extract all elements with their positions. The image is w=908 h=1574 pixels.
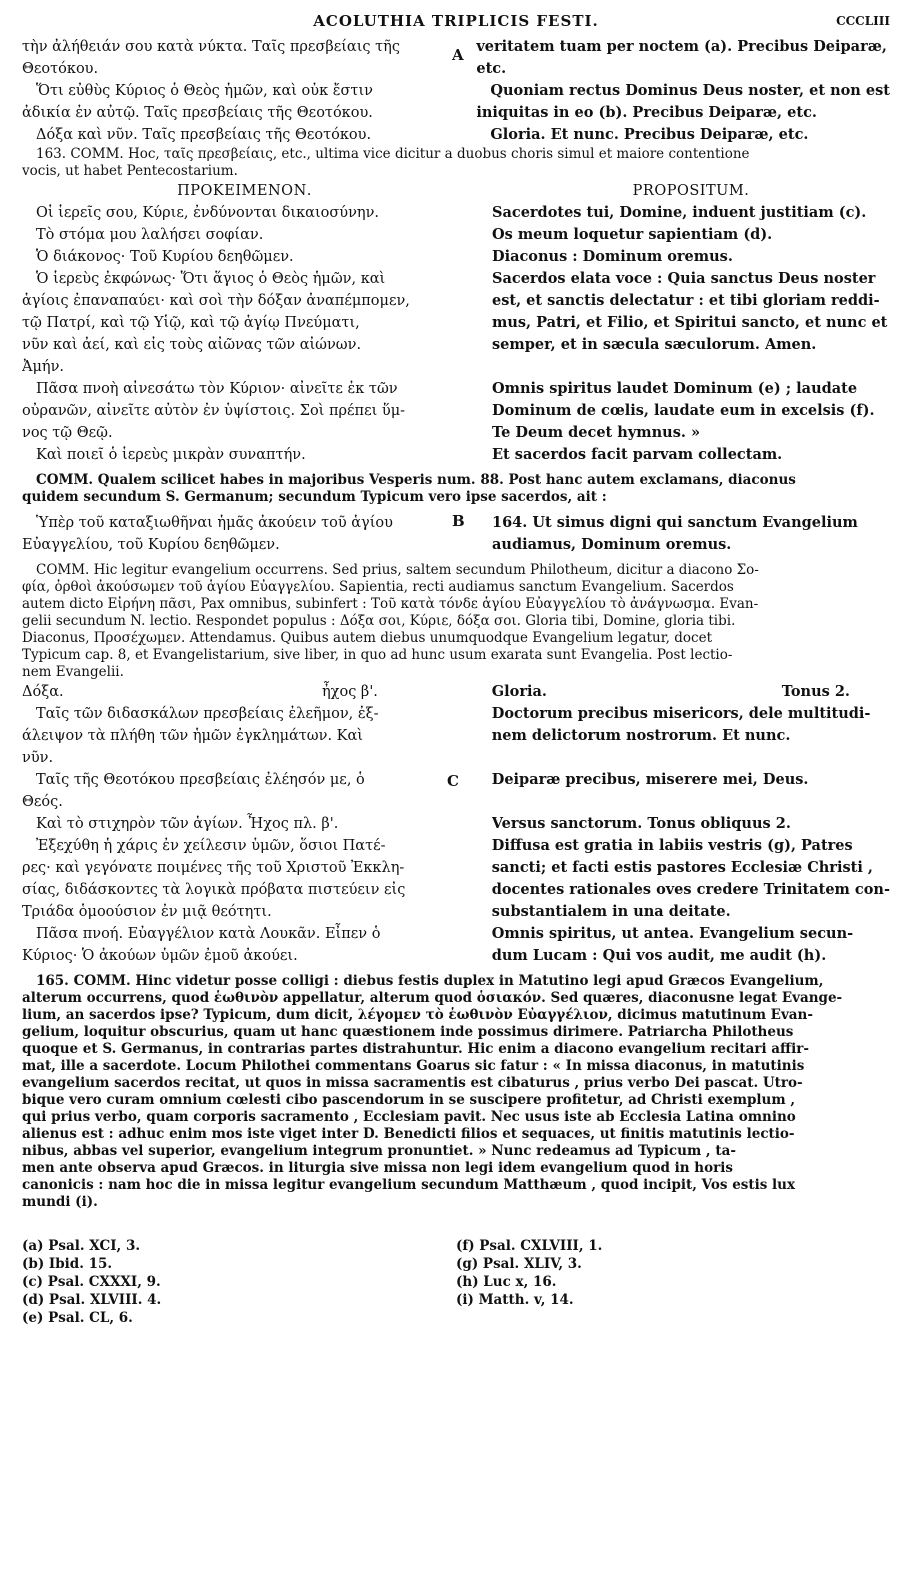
running-title: ACOLUTHIA TRIPLICIS FESTI. <box>313 12 599 30</box>
greek-line: Ὁ διάκονος· Τοῦ Κυρίου δεηθῶμεν. <box>36 249 294 265</box>
commentary-line: mundi (i). <box>22 1194 98 1210</box>
parallel-block-4 <box>22 681 890 967</box>
greek-line: ἀδικία ἐν αὐτῷ. Ταῖς πρεσβείαις τῆς Θεοτόκου. <box>22 105 373 121</box>
greek-line: Ὁ ἱερεὺς ἐκφώνως· Ὅτι ἅγιος ὁ Θεὸς ἡμῶν, καὶ <box>36 271 386 287</box>
greek-line: Πᾶσα πνοὴ αἰνεσάτω τὸν Κύριον· αἰνεῖτε ἐκ τῶν <box>36 381 398 397</box>
greek-line: Τριάδα ὁμοούσιον ἐν μιᾷ θεότητι. <box>22 904 272 920</box>
latin-line: etc. <box>476 60 507 77</box>
latin-heading-line <box>492 681 890 703</box>
latin-line: iniquitas in eo (b). Precibus Deiparæ, etc. <box>476 104 817 121</box>
commentary-line: Typicum cap. 8, et Evangelistarium, sive liber, in quo ad hunc usum exarata sunt Evangelia. Post lectio- <box>22 647 733 663</box>
latin-line: Gloria. Et nunc. Precibus Deiparæ, etc. <box>490 126 809 143</box>
latin-line: Doctorum precibus misericors, dele multitudi- <box>491 705 871 722</box>
greek-line: Κύριος· Ὁ ἀκούων ὑμῶν ἐμοῦ ἀκούει. <box>22 948 298 964</box>
greek-line: Ὅτι εὐθὺς Κύριος ὁ Θεὸς ἡμῶν, καὶ οὐκ ἔστιν <box>36 83 373 99</box>
commentary-line: canonicis : nam hoc die in missa legitur evangelium secundum Matthæum , quod incipit, Vos estis lux <box>22 1177 796 1193</box>
commentary-line: qui prius verbo, quam corporis sacramento , Ecclesiam pavit. Nec usus iste ab Ecclesia Latina omnino <box>22 1109 796 1125</box>
footnote: (f) Psal. CXLVIII, 1. <box>456 1238 603 1254</box>
commentary-line: 165. COMM. Hinc videtur posse colligi : diebus festis duplex in Matutino legi apud Græcos Evangelium, <box>36 973 824 989</box>
page <box>22 8 890 1327</box>
greek-line: Οἱ ἱερεῖς σου, Κύριε, ἐνδύνονται δικαιοσύνην. <box>36 205 380 221</box>
commentary-line: 163. COMM. Hoc, ταῖς πρεσβείαις, etc., ultima vice dicitur a duobus choris simul et maiore contentione <box>36 146 750 162</box>
latin-line: dum Lucam : Qui vos audit, me audit (h). <box>491 947 827 964</box>
latin-line: est, et sanctis delectatur : et tibi gloriam reddi- <box>492 292 880 309</box>
running-header <box>22 8 890 36</box>
greek-column <box>22 36 451 146</box>
latin-line: nem delictorum nostrorum. Et nunc. <box>491 727 791 744</box>
greek-doxa: Δόξα. <box>22 684 64 700</box>
greek-line: Καὶ τὸ στιχηρὸν τῶν ἁγίων. Ἦχος πλ. β'. <box>36 816 339 832</box>
greek-line: ἁγίοις ἐπαναπαύει· καὶ σοὶ τὴν δόξαν ἀναπέμπομεν, <box>22 293 410 309</box>
commentary-line: COMM. Qualem scilicet habes in majoribus Vesperis num. 88. Post hanc autem exclamans, diaconus <box>36 472 796 488</box>
footnotes-left <box>22 1237 456 1327</box>
footnote: (e) Psal. CL, 6. <box>22 1310 133 1326</box>
latin-line: Deiparæ precibus, miserere mei, Deus. <box>491 771 809 788</box>
commentary-163 <box>22 146 890 180</box>
commentary-line: gelii secundum N. lectio. Respondet populus : Δόξα σοι, Κύριε, δόξα σοι. Gloria tibi, Domine, gloria tibi. <box>22 613 736 629</box>
latin-line: Omnis spiritus, ut antea. Evangelium secun- <box>491 925 854 942</box>
greek-column <box>22 512 467 556</box>
commentary-qualem <box>22 472 890 506</box>
greek-line: ρες· καὶ γεγόνατε ποιμένες τῆς τοῦ Χριστοῦ Ἐκκλη- <box>22 860 405 876</box>
footnotes <box>22 1237 890 1327</box>
latin-line: semper, et in sæcula sæculorum. Amen. <box>492 336 817 353</box>
parallel-block-2 <box>22 202 890 466</box>
commentary-hic <box>22 562 890 681</box>
margin-letter-b: B <box>452 512 465 530</box>
latin-line <box>492 791 890 813</box>
greek-line: Καὶ ποιεῖ ὁ ἱερεὺς μικρὰν συναπτήν. <box>36 447 306 463</box>
page-number: CCCLIII <box>836 14 890 28</box>
commentary-line: men ante observa apud Græcos. in liturgia sive missa non legi idem evangelium quod in horis <box>22 1160 733 1176</box>
latin-line: docentes rationales oves credere Trinitatem con- <box>491 881 890 898</box>
latin-line: 164. Ut simus digni qui sanctum Evangelium <box>492 514 858 531</box>
greek-line: τῷ Πατρί, καὶ τῷ Υἱῷ, καὶ τῷ ἁγίῳ Πνεύματι, <box>22 315 360 331</box>
footnote: (d) Psal. XLVIII. 4. <box>22 1292 162 1308</box>
latin-line: Os meum loquetur sapientiam (d). <box>492 226 773 243</box>
latin-line: Diaconus : Dominum oremus. <box>492 248 733 265</box>
greek-line: Ταῖς τῆς Θεοτόκου πρεσβείαις ἐλέησόν με, ὁ <box>36 772 365 788</box>
latin-line: Sacerdotes tui, Domine, induent justitiam (c). <box>492 204 867 221</box>
latin-line: Diffusa est gratia in labiis vestris (g), Patres <box>491 837 853 854</box>
commentary-line: quoque et S. Germanus, in contrarias partes distrahuntur. Hic enim a diacono evangelium recitari affir- <box>22 1041 809 1057</box>
greek-line: Ἀμήν. <box>22 359 65 375</box>
latin-line: sancti; et facti estis pastores Ecclesiæ Christi , <box>491 859 873 876</box>
footnote: (c) Psal. CXXXI, 9. <box>22 1274 161 1290</box>
latin-line: audiamus, Dominum oremus. <box>492 536 732 553</box>
commentary-line: φία, ὀρθοὶ ἀκούσωμεν τοῦ ἁγίου Εὐαγγελίου. Sapientia, recti audiamus sanctum Evangelium. Sacerdos <box>22 579 734 595</box>
greek-line: άλειψον τὰ πλήθη τῶν ἡμῶν ἐγκλημάτων. Καὶ <box>22 728 363 744</box>
latin-line: Omnis spiritus laudet Dominum (e) ; laudate <box>492 380 858 397</box>
latin-line: mus, Patri, et Filio, et Spiritui sancto, et nunc et <box>492 314 888 331</box>
greek-line: Θεοτόκου. <box>22 61 99 77</box>
greek-line: Εὐαγγελίου, τοῦ Κυρίου δεηθῶμεν. <box>22 537 280 553</box>
commentary-line: quidem secundum S. Germanum; secundum Typicum vero ipse sacerdos, ait : <box>22 489 607 505</box>
greek-line: Ὑπὲρ τοῦ καταξιωθῆναι ἡμᾶς ἀκούειν τοῦ ἁγίου <box>36 515 393 531</box>
latin-tone: Tonus 2. <box>781 683 850 700</box>
commentary-line: evangelium sacerdos recitat, ut quos in missa sacramentis est cibaturus , prius verbo Dei pascat. Utro- <box>22 1075 803 1091</box>
section-headings <box>22 180 890 202</box>
greek-line: νῦν καὶ ἀεί, καὶ εἰς τοὺς αἰῶνας τῶν αἰώνων. <box>22 337 362 353</box>
greek-line: νος τῷ Θεῷ. <box>22 425 113 441</box>
greek-line: Θεός. <box>22 794 63 810</box>
footnotes-right <box>456 1237 890 1327</box>
latin-column <box>467 202 890 466</box>
latin-line: substantialem in una deitate. <box>491 903 731 920</box>
latin-line: Versus sanctorum. Tonus obliquus 2. <box>491 815 791 832</box>
commentary-line: alienus est : adhuc enim mos iste viget inter D. Benedicti filios et sequaces, ut finitis matutinis lectio- <box>22 1126 795 1142</box>
greek-column <box>22 681 467 967</box>
commentary-165 <box>22 973 890 1211</box>
footnote: (g) Psal. XLIV, 3. <box>456 1256 582 1272</box>
latin-line: Te Deum decet hymnus. » <box>492 424 701 441</box>
greek-line: Ταῖς τῶν διδασκάλων πρεσβείαις ἐλεῆμον, ἐξ- <box>36 706 379 722</box>
commentary-line: autem dicto Εἰρήνη πᾶσι, Pax omnibus, subinfert : Τοῦ κατὰ τόνδε ἁγίου Εὐαγγελίου τὸ ἀνάγνωσμα. Evan- <box>22 596 759 612</box>
latin-heading: PROPOSITUM. <box>632 183 750 199</box>
footnote: (i) Matth. v, 14. <box>456 1292 574 1308</box>
greek-heading: ΠΡΟΚΕΙΜΕΝΟΝ. <box>177 183 312 199</box>
commentary-line: gelium, loquitur obscurius, quam ut hanc quæstionem inde possimus dirimere. Patriarcha Philotheus <box>22 1024 794 1040</box>
commentary-line: COMM. Hic legitur evangelium occurrens. Sed prius, saltem secundum Philotheum, dicitur a diacono Σο- <box>36 562 759 578</box>
latin-line: Dominum de cœlis, laudate eum in excelsis (f). <box>492 402 875 419</box>
latin-column <box>467 681 890 967</box>
commentary-line: alterum occurrens, quod ἑωθινὸν appellatur, alterum quod ὁσιακόν. Sed quæres, diaconusne legat Evange- <box>22 990 843 1006</box>
commentary-line: nibus, abbas vel superior, evangelium integrum pronuntiet. » Nunc redeamus ad Typicum , ta- <box>22 1143 736 1159</box>
greek-line: Ἐξεχύθη ἡ χάρις ἐν χείλεσιν ὑμῶν, ὅσιοι Πατέ- <box>36 838 386 854</box>
greek-line: Πᾶσα πνοή. Εὐαγγέλιον κατὰ Λουκᾶν. Εἶπεν ὁ <box>36 926 381 942</box>
latin-line: Quoniam rectus Dominus Deus noster, et non est <box>490 82 890 99</box>
margin-letter-c: C <box>447 772 459 790</box>
latin-line: Et sacerdos facit parvam collectam. <box>492 446 783 463</box>
greek-heading-line <box>22 681 467 703</box>
latin-line: Sacerdos elata voce : Quia sanctus Deus noster <box>492 270 876 287</box>
greek-line: Τὸ στόμα μου λαλήσει σοφίαν. <box>36 227 264 243</box>
greek-line: Δόξα καὶ νῦν. Ταῖς πρεσβείαις τῆς Θεοτόκου. <box>36 127 372 143</box>
commentary-line: bique vero curam omnium cœlesti cibo pascendorum in se suscipere profitetur, ad Christi exemplum , <box>22 1092 796 1108</box>
greek-line: τὴν ἀλήθειάν σου κατὰ νύκτα. Ταῖς πρεσβείαις τῆς <box>22 39 400 55</box>
margin-letter-a: A <box>452 46 464 64</box>
greek-line: οὐρανῶν, αἰνεῖτε αὐτὸν ἐν ὑψίστοις. Σοὶ πρέπει ὕμ- <box>22 403 406 419</box>
commentary-line: Diaconus, Προσέχωμεν. Attendamus. Quibus autem diebus unumquodque Evangelium legatur, docet <box>22 630 713 646</box>
latin-column <box>467 512 890 556</box>
commentary-line: lium, an sacerdos ipse? Typicum, dum dicit, λέγομεν τὸ ἑωθινὸν Εὐαγγέλιον, dicimus matutinum Evan- <box>22 1007 813 1023</box>
greek-line: σίας, διδάσκοντες τὰ λογικὰ πρόβατα πιστεύειν εἰς <box>22 882 406 898</box>
latin-line <box>492 747 890 769</box>
footnote: (h) Luc x, 16. <box>456 1274 557 1290</box>
greek-tone: ἦχος β'. <box>322 684 378 700</box>
greek-column <box>22 202 467 466</box>
footnote: (b) Ibid. 15. <box>22 1256 113 1272</box>
latin-line <box>492 356 890 378</box>
latin-column <box>451 36 890 146</box>
latin-gloria: Gloria. <box>491 683 547 700</box>
commentary-line: vocis, ut habet Pentecostarium. <box>22 163 238 179</box>
commentary-line: nem Evangelii. <box>22 664 124 680</box>
commentary-line: mat, ille a sacerdote. Locum Philothei commentans Goarus sic fatur : « In missa diaconus, in matutinis <box>22 1058 805 1074</box>
footnote: (a) Psal. XCI, 3. <box>22 1238 141 1254</box>
latin-line: veritatem tuam per noctem (a). Precibus Deiparæ, <box>476 38 887 55</box>
greek-line: νῦν. <box>22 750 54 766</box>
